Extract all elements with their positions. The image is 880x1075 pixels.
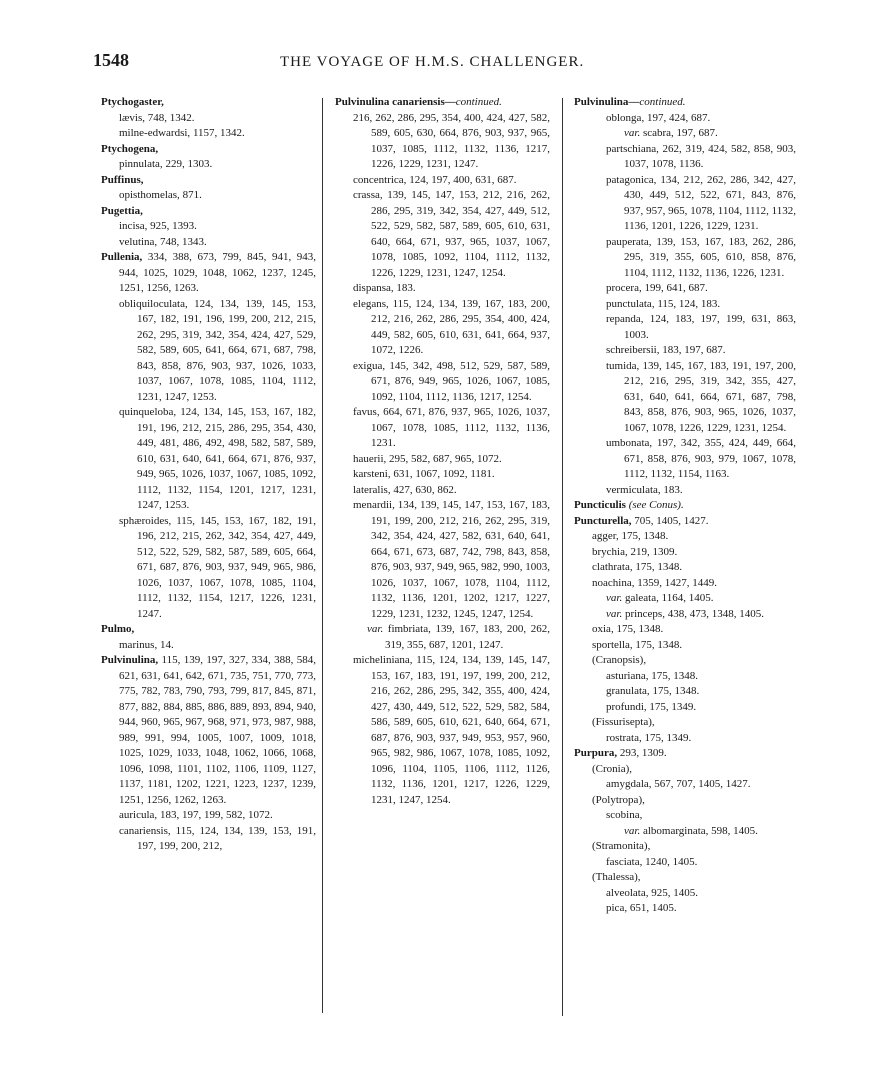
entry-name: Puffinus, xyxy=(101,173,144,186)
index-entry xyxy=(353,467,550,483)
page-references: 427, 630, 862. xyxy=(393,483,457,496)
page-references: 139, 167, 183, 200, 262, 319, 355, 687, 1201, 1247. xyxy=(385,623,550,651)
entry-name: quinqueloba, xyxy=(119,406,177,418)
index-entry xyxy=(119,824,316,855)
entry-name: scobina, xyxy=(606,809,643,821)
entry-name: crassa, xyxy=(353,189,383,201)
page-references: 197, 342, 355, 424, 449, 664, 671, 858, 876, 903, 979, 1067, 1078, 1112, 1132, 1154, 1163. xyxy=(624,437,797,480)
index-entry xyxy=(119,111,316,127)
page-references: 871. xyxy=(182,189,202,201)
entry-name: marinus, xyxy=(119,638,158,651)
page-references: 567, 707, 1405, 1427. xyxy=(654,778,751,790)
column-divider xyxy=(562,98,563,1016)
page-references: 115, 139, 197, 327, 334, 388, 584, 621, 631, 641, 642, 671, 735, 751, 770, 773, 775, 782, 783, 790, 793, 799, 817, 845, 871, 877, 882, 884, 885, 886, 889, 893, 894, 940, 944, 960, 965, 967, 968, 971, 973, 987, 988, 989, 991, 994, 1005, 1007, 1009, 1018, 1025, 1029, 1033, 1048, 1062, 1066, 1068, 1096, 1098, 1101, 1102, 1106, 1109, 1127, 1137, 1181, 1202, 1221, 1223, 1237, 1239, 1251, 1256, 1262, 1263. xyxy=(119,654,317,806)
index-entry xyxy=(119,405,316,514)
entry-name: Pugettia, xyxy=(101,204,143,217)
entry-name: Puncticulis xyxy=(574,499,626,511)
entry-name: (Cranopsis), xyxy=(592,654,647,666)
index-entry xyxy=(606,777,796,793)
entry-name: scabra, xyxy=(642,127,674,139)
entry-name: vermiculata, xyxy=(606,483,661,496)
page-references: 139, 145, 147, 153, 212, 216, 262, 286, 295, 319, 342, 354, 427, 449, 512, 522, 529, 582, 587, 589, 605, 610, 631, 640, 664, 671, 937, 965, 1037, 1067, 1078, 1085, 1092, 1104, 1112, 1132, 1226, 1229, 1231, 1247, 1254. xyxy=(371,189,551,279)
page-references: 145, 342, 498, 512, 529, 587, 589, 671, 876, 949, 965, 1026, 1067, 1085, 1092, 1104, 1112, 1136, 1217, 1254. xyxy=(371,359,551,403)
page-references: 925, 1393. xyxy=(150,220,197,232)
entry-name: concentrica, xyxy=(353,173,407,186)
page-references: 175, 1348. xyxy=(635,638,683,651)
entry-name: exigua, xyxy=(353,359,386,372)
page-references: 115, 124, 134, 139, 153, 191, 197, 199, 200, 212, xyxy=(137,824,316,852)
index-entry xyxy=(574,95,796,111)
index-entry xyxy=(592,870,796,886)
index-entry xyxy=(353,188,550,281)
index-entry xyxy=(606,607,796,623)
entry-name: brychia, xyxy=(592,545,628,558)
index-entry xyxy=(606,591,796,607)
entry-name: Pulmo, xyxy=(101,623,135,635)
page-references: 115, 124, 183. xyxy=(657,297,721,310)
index-entry xyxy=(592,762,796,778)
entry-name: alveolata, xyxy=(606,886,649,899)
page-references: 1359, 1427, 1449. xyxy=(637,576,717,589)
entry-name: favus, xyxy=(353,406,380,418)
entry-name: clathrata, xyxy=(592,561,633,573)
index-entry xyxy=(353,111,550,173)
index-entry xyxy=(606,901,796,917)
column-divider xyxy=(322,98,323,1013)
page-references: 438, 473, 1348, 1405. xyxy=(667,607,764,620)
index-entry xyxy=(592,529,796,545)
entry-name: partschiana, xyxy=(606,142,659,155)
entry-name: rostrata, xyxy=(606,731,642,744)
page-references: 115, 124, 134, 139, 167, 183, 200, 212, 216, 262, 286, 295, 354, 400, 424, 449, 582, 605, 610, 631, 641, 664, 937, 1072, 1226. xyxy=(371,297,551,356)
entry-name: sphæroides, xyxy=(119,514,172,527)
index-entry xyxy=(606,235,796,282)
variety-marker: var. xyxy=(624,824,641,837)
index-entry xyxy=(606,700,796,716)
entry-name: micheliniana, xyxy=(353,654,413,666)
entry-name: menardii, xyxy=(353,499,395,511)
index-entry xyxy=(353,483,550,499)
page-references: 334, 388, 673, 799, 845, 941, 943, 944, 1025, 1029, 1048, 1062, 1237, 1245, 1251, 1256, 1263. xyxy=(119,251,317,294)
index-entry xyxy=(574,498,796,514)
page-references: 229, 1303. xyxy=(165,158,213,170)
entry-name: pinnulata, xyxy=(119,158,163,170)
entry-name: amygdala, xyxy=(606,778,652,790)
entry-name: Ptychogena, xyxy=(101,142,159,155)
page-references: 175, 1348. xyxy=(635,561,683,573)
index-entry xyxy=(606,111,796,127)
index-entry xyxy=(606,731,796,747)
entry-name: Pullenia, xyxy=(101,251,143,263)
page-references: 748, 1343. xyxy=(159,235,207,248)
index-entry xyxy=(592,638,796,654)
index-entry xyxy=(119,126,316,142)
entry-name: profundi, xyxy=(606,700,647,713)
page-references: 1164, 1405. xyxy=(661,592,714,604)
page-references: 115, 145, 153, 167, 182, 191, 196, 212, 215, 262, 342, 354, 427, 449, 512, 522, 529, 582, 587, 589, 605, 664, 671, 687, 876, 903, 937, 949, 965, 986, 1026, 1037, 1067, 1078, 1085, 1104, 1112, 1132, 1154, 1217, 1226, 1231, 1247. xyxy=(137,514,317,620)
index-entry xyxy=(592,793,796,809)
index-entry xyxy=(592,622,796,638)
variety-marker: var. xyxy=(367,623,384,635)
page-references: 139, 153, 167, 183, 262, 286, 295, 319, 355, 605, 610, 858, 876, 1104, 1112, 1132, 1136, 1226, 1231. xyxy=(624,235,797,279)
index-entry xyxy=(606,436,796,483)
index-entry xyxy=(353,297,550,359)
entry-name: Pulvinulina canariensis— xyxy=(335,96,456,108)
page-references: 219, 1309. xyxy=(630,545,678,558)
index-entry xyxy=(606,483,796,499)
index-entry xyxy=(101,204,316,220)
index-entry xyxy=(606,281,796,297)
index-entry xyxy=(606,142,796,173)
entry-name: hauerii, xyxy=(353,452,387,465)
entry-name: Pulvinulina— xyxy=(574,96,640,108)
index-entry xyxy=(353,281,550,297)
entry-name: (Stramonita), xyxy=(592,840,651,852)
page-references: 183, 197, 199, 582, 1072. xyxy=(159,809,273,821)
entry-name: velutina, xyxy=(119,235,158,248)
index-entry xyxy=(592,560,796,576)
page-references: 175, 1349. xyxy=(649,700,697,713)
index-entry xyxy=(592,715,796,731)
index-entry xyxy=(606,312,796,343)
entry-name: lævis, xyxy=(119,111,145,124)
page-references: 139, 145, 167, 183, 191, 197, 200, 212, 216, 295, 319, 342, 355, 427, 631, 640, 641, 664, 671, 687, 798, 843, 858, 876, 903, 965, 1026, 1037, 1067, 1078, 1226, 1229, 1231, 1254. xyxy=(624,359,797,434)
index-entry xyxy=(574,514,796,530)
entry-name: punctulata, xyxy=(606,297,655,310)
page-references: 197, 687. xyxy=(676,127,718,139)
page-references: 183. xyxy=(663,483,683,496)
index-entry xyxy=(353,173,550,189)
index-entry xyxy=(119,297,316,406)
entry-name: albomarginata, xyxy=(642,824,709,837)
page-references: 925, 1405. xyxy=(651,886,698,899)
entry-name: sportella, xyxy=(592,638,633,651)
entry-name: canariensis, xyxy=(119,824,171,837)
page-references: 175, 1348. xyxy=(652,685,700,697)
entry-name: repanda, xyxy=(606,313,644,325)
entry-name: princeps, xyxy=(624,607,665,620)
page-references: 124, 197, 400, 631, 687. xyxy=(409,173,517,186)
entry-note: (see Conus). xyxy=(628,499,684,511)
page-references: 262, 319, 424, 582, 858, 903, 1037, 1078, 1136. xyxy=(624,142,796,170)
index-entry xyxy=(119,638,316,654)
entry-name: Puncturella, xyxy=(574,514,632,527)
index-entry xyxy=(119,808,316,824)
index-entry xyxy=(592,576,796,592)
page-number: 1548 xyxy=(93,50,129,70)
index-entry xyxy=(606,808,796,824)
entry-name: lateralis, xyxy=(353,483,391,496)
entry-name: procera, xyxy=(606,282,642,294)
index-entry xyxy=(606,855,796,871)
page-references: 115, 124, 134, 139, 145, 147, 153, 167, 183, 191, 197, 199, 200, 212, 216, 262, 286, 295, 342, 355, 400, 424, 427, 430, 449, 512, 522, 529, 582, 584, 586, 589, 605, 610, 621, 640, 664, 671, 687, 876, 903, 937, 949, 953, 957, 960, 965, 982, 986, 1067, 1078, 1085, 1092, 1096, 1104, 1105, 1106, 1112, 1126, 1132, 1136, 1201, 1217, 1226, 1229, 1231, 1247, 1254. xyxy=(371,654,551,806)
entry-name: galeata, xyxy=(624,592,659,604)
page-references: 183. xyxy=(396,282,416,294)
index-entry xyxy=(624,824,796,840)
entry-name: granulata, xyxy=(606,685,650,697)
index-entry xyxy=(592,545,796,561)
variety-marker: var. xyxy=(606,607,623,620)
entry-name: pica, xyxy=(606,902,628,914)
index-entry xyxy=(592,839,796,855)
index-entry xyxy=(119,188,316,204)
index-entry xyxy=(101,250,316,297)
entry-name: noachina, xyxy=(592,576,635,589)
index-entry xyxy=(101,622,316,638)
entry-note: continued. xyxy=(639,96,686,108)
entry-name: pauperata, xyxy=(606,235,652,248)
running-title: THE VOYAGE OF H.M.S. CHALLENGER. xyxy=(280,54,585,70)
index-entry xyxy=(353,498,550,622)
index-column-1 xyxy=(101,95,316,855)
index-entry xyxy=(353,452,550,468)
page-references: 197, 424, 687. xyxy=(646,111,711,124)
page-references: 295, 582, 687, 965, 1072. xyxy=(389,452,502,465)
index-entry xyxy=(592,653,796,669)
entry-name: patagonica, xyxy=(606,173,657,186)
page-references: 705, 1405, 1427. xyxy=(634,514,709,527)
entry-name: elegans, xyxy=(353,297,389,310)
page-references: 14. xyxy=(159,638,174,651)
index-entry xyxy=(606,886,796,902)
entry-name: umbonata, xyxy=(606,437,653,449)
index-entry xyxy=(353,405,550,452)
entry-name: auricula, xyxy=(119,809,158,821)
index-column-2 xyxy=(335,95,550,808)
page-references: 175, 1349. xyxy=(644,731,692,744)
page-references: 134, 212, 262, 286, 342, 427, 430, 449, 512, 522, 671, 843, 876, 937, 957, 965, 1078, 1104, 1112, 1132, 1136, 1201, 1226, 1229, 1231. xyxy=(624,173,796,232)
entry-name: karsteni, xyxy=(353,468,391,480)
entry-name: dispansa, xyxy=(353,282,394,294)
entry-name: schreibersii, xyxy=(606,344,660,356)
page-references: 175, 1348. xyxy=(651,669,698,682)
index-entry xyxy=(101,173,316,189)
entry-name: fasciata, xyxy=(606,855,643,868)
index-entry xyxy=(367,622,550,653)
entry-name: incisa, xyxy=(119,220,148,232)
entry-name: Ptychogaster, xyxy=(101,96,164,108)
entry-name: agger, xyxy=(592,530,619,542)
index-entry xyxy=(119,219,316,235)
index-entry xyxy=(119,157,316,173)
page-references: 1157, 1342. xyxy=(192,127,245,139)
page-references: 183, 197, 687. xyxy=(662,344,726,356)
page-references: 631, 1067, 1092, 1181. xyxy=(393,468,495,480)
variety-marker: var. xyxy=(624,127,641,139)
index-entry xyxy=(624,126,796,142)
page-references: 124, 134, 139, 145, 153, 167, 182, 191, 196, 199, 200, 212, 215, 262, 295, 319, 342, 354, 424, 427, 529, 582, 589, 605, 641, 664, 671, 687, 798, 843, 858, 876, 903, 937, 1026, 1033, 1037, 1067, 1078, 1085, 1104, 1112, 1231, 1247, 1253. xyxy=(137,297,317,403)
variety-marker: var. xyxy=(606,592,623,604)
page-references: 748, 1342. xyxy=(147,111,195,124)
index-entry xyxy=(335,95,550,111)
page-references: 175, 1348. xyxy=(616,623,664,635)
page-references: 134, 139, 145, 147, 153, 167, 183, 191, 199, 200, 212, 216, 262, 295, 319, 342, 354, 424, 427, 582, 631, 640, 641, 664, 671, 673, 687, 742, 798, 843, 858, 876, 903, 937, 949, 965, 982, 990, 1003, 1026, 1037, 1067, 1078, 1104, 1112, 1132, 1136, 1201, 1202, 1217, 1227, 1229, 1231, 1232, 1245, 1247, 1254. xyxy=(371,499,551,620)
entry-name: obliquiloculata, xyxy=(119,297,188,310)
page-references: 651, 1405. xyxy=(629,902,677,914)
index-entry xyxy=(119,514,316,623)
index-entry xyxy=(574,746,796,762)
entry-name: oblonga, xyxy=(606,111,645,124)
index-entry xyxy=(606,669,796,685)
entry-name: (Thalessa), xyxy=(592,871,641,883)
index-entry xyxy=(606,684,796,700)
page-references: 293, 1309. xyxy=(619,747,667,759)
entry-name: Purpura, xyxy=(574,747,618,759)
entry-name: oxia, xyxy=(592,623,614,635)
index-entry xyxy=(101,653,316,808)
page-references: 664, 671, 876, 937, 965, 1026, 1037, 1067, 1078, 1085, 1112, 1132, 1136, 1231. xyxy=(371,406,551,449)
entry-note: continued. xyxy=(455,96,502,108)
index-entry xyxy=(101,95,316,111)
entry-name: (Fissurisepta), xyxy=(592,716,655,728)
page-references: 175, 1348. xyxy=(621,530,669,542)
index-entry xyxy=(353,359,550,406)
entry-name: tumida, xyxy=(606,359,640,372)
index-entry xyxy=(606,173,796,235)
index-entry xyxy=(101,142,316,158)
index-entry xyxy=(353,653,550,808)
index-entry xyxy=(119,235,316,251)
page-references: 598, 1405. xyxy=(711,824,758,837)
page-references: 124, 134, 145, 153, 167, 182, 191, 196, 212, 215, 286, 295, 354, 430, 449, 481, 486, 492, 498, 582, 587, 589, 610, 631, 640, 641, 664, 671, 876, 937, 949, 965, 1026, 1037, 1067, 1085, 1092, 1112, 1132, 1154, 1201, 1217, 1231, 1247, 1253. xyxy=(137,406,317,511)
entry-name: (Cronia), xyxy=(592,762,633,775)
entry-name: asturiana, xyxy=(606,669,649,682)
page-references: 124, 183, 197, 199, 631, 863, 1003. xyxy=(624,313,796,341)
index-column-3 xyxy=(574,95,796,917)
page-references: 199, 641, 687. xyxy=(644,282,708,294)
entry-name: Pulvinulina, xyxy=(101,654,159,666)
entry-name: opisthomelas, xyxy=(119,189,180,201)
page-references: 1240, 1405. xyxy=(645,855,698,868)
entry-name: (Polytropa), xyxy=(592,793,645,806)
entry-name: fimbriata, xyxy=(387,623,431,635)
index-entry xyxy=(606,343,796,359)
page-references: 216, 262, 286, 295, 354, 400, 424, 427, 582, 589, 605, 630, 664, 876, 903, 937, 965, 1037, 1085, 1112, 1132, 1136, 1217, 1226, 1229, 1231, 1247. xyxy=(353,111,550,170)
entry-name: milne-edwardsi, xyxy=(119,127,191,139)
index-entry xyxy=(606,297,796,313)
index-entry xyxy=(606,359,796,437)
